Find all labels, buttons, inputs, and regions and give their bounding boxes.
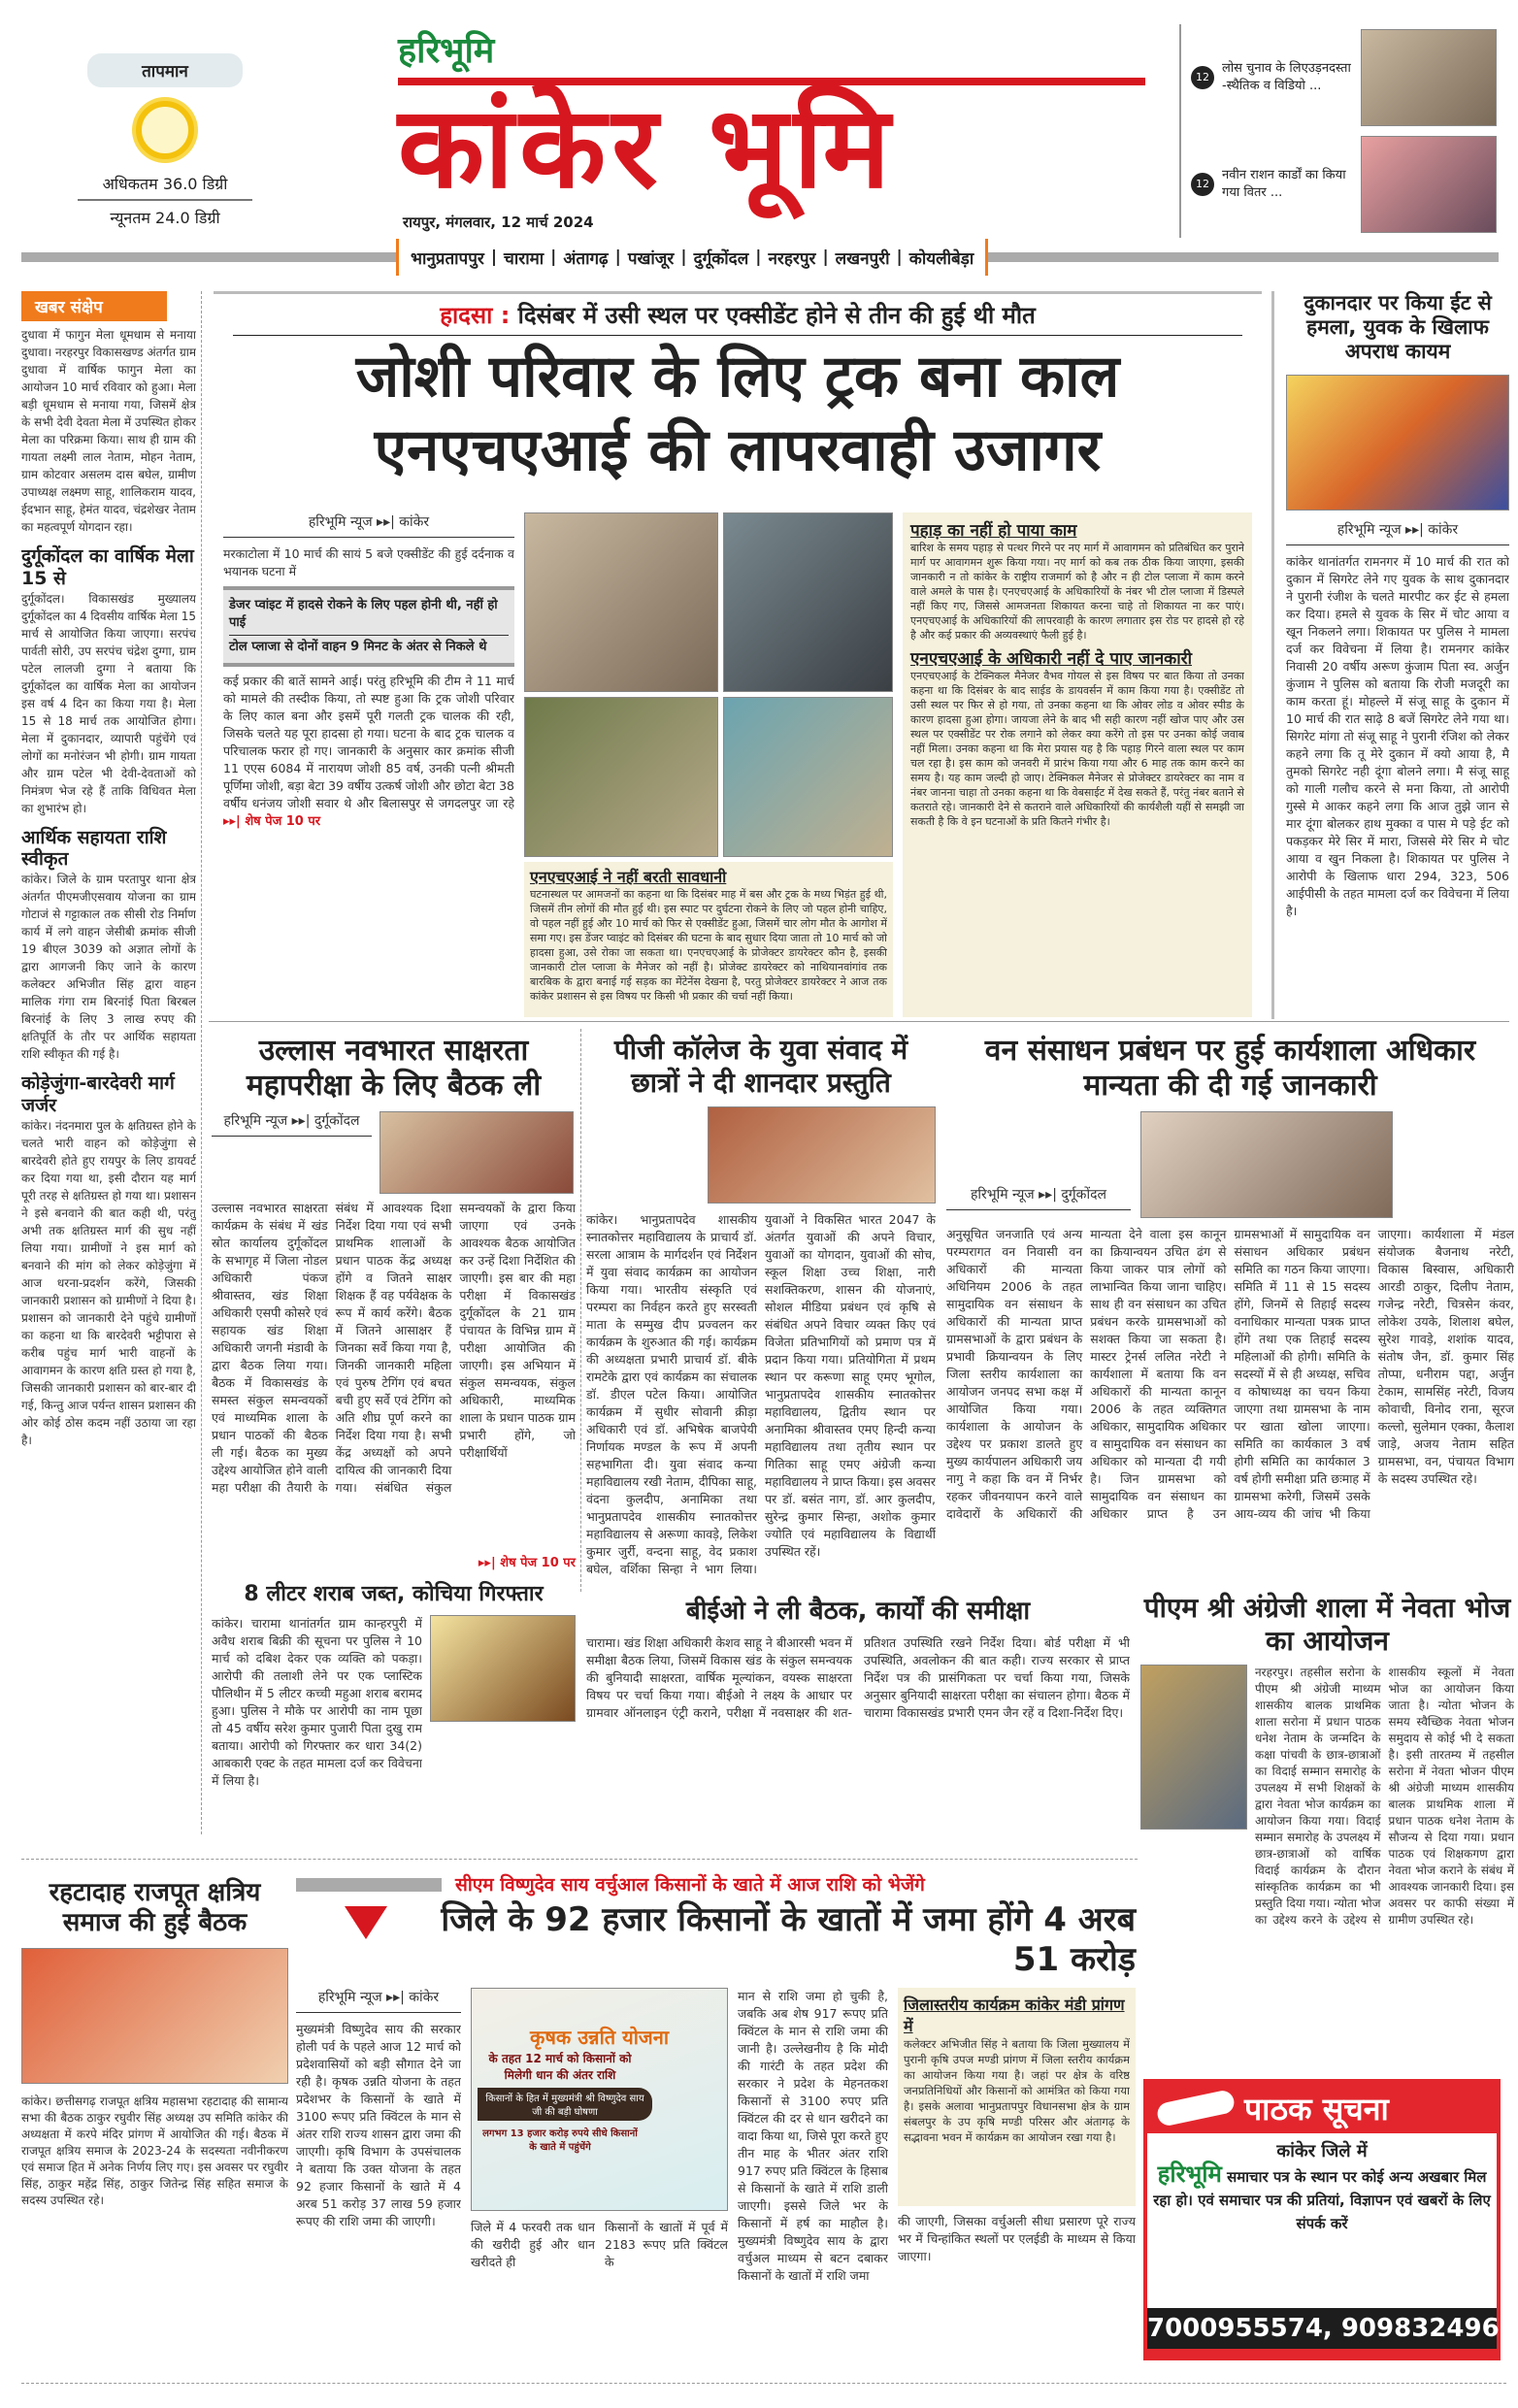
newspaper-roll-icon [1155, 2089, 1236, 2128]
nav-item[interactable]: लखनपुरी [835, 248, 890, 269]
brief-title: दुर्गूकोंदल का वार्षिक मेला 15 से [21, 545, 194, 589]
nav-separator: | [614, 247, 621, 267]
teaser-photo [1361, 29, 1497, 126]
school-meal-photo [1140, 1665, 1247, 1830]
page-badge: 12 [1191, 66, 1214, 89]
brief-title: कोड़ेजुंगा-बारदेवरी मार्ग जर्जर [21, 1072, 175, 1116]
column-divider [580, 1029, 581, 1592]
nhai-box: एनएचएआई ने नहीं बरती सावधानी घटनास्थल पर आमजनों का कहना था कि दिसंबर माह में बस और ट्रक के मध्य भिड़ंत हुई थी, जिसमें तीन लोगों की मौत हुई थी। इस स्पाट पर दुर्घटना रोकने के लिए जो पहल होनी चाहिए, वो पहल नहीं हुई और 10 मार्च को फिर से एक्सीडेंट हुआ, जिसमें चार लोग मौत के आगोश में समा गए। इस डेंजर प्वाइंट को दिसंबर की घटना के बाद सुधार दिया जाता तो 10 मार्च को जो हादसा हुआ, उसे रोका जा सकता था। एनएचएआई के प्रोजेक्टर डायरेक्टर कौन है, इसकी जानकारी टोल प्लाजा के मैनेजर को नहीं है। प्रोजेक्ट डायरेक्टर को नाथियानवांगांव तक बारबिक के द्वारा बनाई गई सड़क का मेंटेनेंस देखना है, परतु प्रोजेक्टर डायरेक्टर ने आज तक कांकेर प्रशासन से इस विषय पर किसी भी प्रकार की चर्चा नहीं किया। [524, 862, 893, 1017]
page-badge: 12 [1191, 173, 1214, 196]
story-liquor: 8 लीटर शराब जब्त, कोचिया गिरफ्तार कांकेर। चारामा थानांतर्गत ग्राम कान्हरपुरी में अवैध शराब बिक्री की सूचना पर पुलिस ने 10 मार्च को दबिश देकर एक व्यक्ति को पकड़ा। आरोपी की तलाशी लेने पर एक प्लास्टिक पौलिथीन में 5 लीटर कच्ची महुआ शराब बरामद हुआ। पुलिस ने मौके पर आरोपी का नाम पूछा तो 45 वर्षीय सरेश कुमार पुजारी पिता दुखु राम बताया। आरोपी को गिरफ्तार कर धारा 34(2) आबकारी एक्ट के तहत मामला दर्ज कर विवेचना में लिया है। [212, 1582, 576, 1834]
story-rajput: रहटादाह राजपूत क्षत्रिय समाज की हुई बैठक कांकेर। छत्तीसगढ़ राजपूत क्षत्रिय महासभा रहटादाह की सामान्य सभा की बैठक ठाकुर रघुवीर सिंह अध्यक्ष उप समिति कांकेर की अध्यक्षता में करपे मंदिर प्रांगण में आयोजित की गई। बैठक में राजपूत क्षत्रिय समाज के 2023-24 के सदस्यता नवीनीकरण एवं समाज हित में अनेक निर्णय लिए गए। इस अवसर पर रघुवीर सिंह, ठाकुर महेंद्र सिंह, ठाकुर जितेन्द्र सिंह सहित समाज के सदस्य उपस्थित रहे। [21, 1878, 288, 2208]
lead-body: कई प्रकार की बातें सामने आई। परंतु हरिभूमि की टीम ने 11 मार्च को मामले की तस्दीक किया, तो स्पष्ट हुआ कि ट्रक जोशी परिवार के लिए काल बना और इसमें पूरी गलती ट्रक चालक की रही, जिसके चलते यह पूरा हादसा हो गया। घटना के बाद ट्रक चालक व परिचालक फरार हो गए। जानकारी के अनुसार कार क्रमांक सीजी 11 एएस 6084 में नारायण जोशी 85 वर्ष, उनकी पत्नी श्रीमती पूर्णिमा जोशी, बड़ा बेटा 39 वर्षीय उत्कर्ष जोशी और छोटा बेटा 38 वर्षीय धनंजय जोशी सवार थे और बिलासपुर से जगदलपुर जा रहे ▸▸| शेष पेज 10 पर [223, 674, 514, 829]
brief-body: दुर्गूकोंदल। विकासखंड मुख्यालय दुर्गूकोंदल का 4 दिवसीय वार्षिक मेला 15 मार्च से आयोजित किया जाएगा। सरपंच पार्वती सोरी, उप सरपंच चंद्रेश दुग्गा, ग्राम पटेल लालजी दुग्गा ने बताया कि दुर्गूकोंदल का वार्षिक मेला का आयोजन इस वर्ष 4 दिन का किया गया है। मेला 15 से 18 मार्च तक आयोजित होगा। मेला में दुकानदार, व्यापारी पहुंचेंगे एवं लोगों का मनोरंजन भी होगी। ग्राम गायता और ग्राम पटेल भी देवी-देवताओं को निमंत्रण भेज रहे हैं ताकि विधिवत मेला का शुभारंभ हो। [21, 591, 196, 815]
nav-separator: | [680, 247, 687, 267]
brief-item [21, 326, 196, 536]
story-pg-college: पीजी कॉलेज के युवा संवाद में छात्रों ने दी शानदार प्रस्तुति कांकेर। भानुप्रतापदेव शासकीय स्नातकोत्तर महाविद्यालय के प्राचार्य डॉ. सरला आत्राम के मार्गदर्शन एवं निर्देशन में युवा संवाद कार्यक्रम का आयोजन किया गया। भारतीय संस्कृति एवं परम्परा का निर्वहन करते हुए सरस्वती माता के सम्मुख दीप प्रज्वलन कर कार्यक्रम के शुरुआत की गई। कार्यक्रम की अध्यक्षता प्रभारी प्राचार्य डॉ. बीके रामटेके द्वारा एवं कार्यक्रम का संचालक डॉ. डीएल पटेल किया। आयोजित कार्यक्रम में सुधीर सोवानी क्रीड़ा अधिकारी एवं डॉ. अभिषेक बाजपेयी निर्णायक मण्डल के रूप में अपनी सहभागिता दी। युवा संवाद कन्या महाविद्यालय रखी नेताम, दीपिका साहू, वंदना कुलदीप, अनामिका तथा भानुप्रतापदेव शासकीय स्नातकोत्तर महाविद्यालय से अरूणा कावड़े, लिकेश कुमार जुर्री, वन्दना साहू, वेद प्रकाश बघेल, वर्शिका सिन्हा ने भाग लिया। युवाओं ने विकसित भारत 2047 के अंतर्गत युवाओं की अपने विचार, युवाओं का योगदान, युवाओं की सोच, स्कूल शिक्षा उच्च शिक्षा, नारी सशक्तिकरण, शासन की योजनाएं, सोशल मीडिया प्रबंधन एवं कृषि से संबंधित अपने विचार व्यक्त किए एवं विजेता प्रतिभागियों को प्रमाण पत्र में प्रदान किया गया। प्रतियोगिता में प्रथम स्थान पर करूणा साहू एमए भूगोल, भानुप्रतापदेव शासकीय स्नातकोत्तर महाविद्यालय, द्वितीय स्थान पर अनामिका श्रीवास्तव एमए हिन्दी कन्या महाविद्यालय तथा तृतीय स्थान पर गितिका साहू एमए अंग्रेजी कन्या महाविद्यालय ने प्राप्त किया। इस अवसर पर डॉ. बसंत नाग, डॉ. आर कुलदीप, सुरेन्द्र कुमार सिन्हा, अशोक कुमार ज्योति एवं महाविद्यालय के विद्यार्थी उपस्थित रहें। [586, 1034, 936, 1577]
nav-item[interactable]: अंतागढ़ [563, 248, 609, 269]
brand-logo: हरिभूमि [1157, 2161, 1222, 2188]
briefs-column [21, 326, 196, 1831]
scheme-poster: कृषक उन्नति योजना के तहत 12 मार्च को किसानों को मिलेगी धान की अंतर राशि किसानों के हित में मुख्यमंत्री श्री विष्णुदेव साय जी की बड़ी घोषणा लगभग 13 हजार करोड़ रुपये सीधे किसानों के खाते में पहुंचेंगे [471, 1988, 728, 2211]
kicker-bar [296, 1878, 442, 1892]
teaser[interactable]: 12 लोस चुनाव के लिएउड़नदस्ता -स्थैतिक व विडियो ... [1181, 24, 1509, 131]
brief-item [21, 827, 196, 1064]
teasers [1179, 24, 1509, 238]
min-temperature: न्यूनतम 24.0 डिग्री [110, 209, 220, 227]
lead-intro: मरकाटोला में 10 मार्च की सायं 5 बजे एक्सीडेंट की हुई दर्दनाक व भयानक घटना में [223, 546, 514, 578]
district-program-box: जिलास्तरीय कार्यक्रम कांकेर मंडी प्रांगण में कलेक्टर अभिजीत सिंह ने बताया कि जिला मुख्यालय में पुरानी कृषि उपज मण्डी प्रांगण में जिला स्तरीय कार्यक्रम का आयोजन किया गया है। जहां पर क्षेत्र के वरिष्ठ जनप्रतिनिधियों और किसानों को आमंत्रित को किया गया है। इसके अलावा भानुप्रतापपुर विधानसभा क्षेत्र के ग्राम संबलपुर के उप कृषि मण्डी परिसर और अंतागढ़ के सद्भावना भवन में कार्यक्रम का आयोजन रखा गया है। [898, 1988, 1136, 2206]
teaser[interactable]: 12 नवीन राशन कार्डों का किया गया वितर ... [1181, 131, 1509, 238]
nav-separator: | [755, 247, 762, 267]
nav-separator: | [550, 247, 557, 267]
story-farmers: सीएम विष्णुदेव साय वर्चुआल किसानों के खाते में आज राशि को भेजेंगे जिले के 92 हजार किसानों के खातों में जमा होंगे 4 अरब 51 करोड़ हरिभूमि न्यूज ▸▸| कांकेर मुख्यमंत्री विष्णुदेव साय की सरकार होली पर्व के पहले आज 12 मार्च को प्रदेशवासियों को बड़ी सौगात देने जा रही है। कृषक उन्नति योजना के तहत प्रदेशभर के किसानों के खाते में 3100 रूपए प्रति क्विंटल के मान से अंतर राशि राज्य शासन द्वारा जमा की जाएगी। कृषि विभाग के उपसंचालक ने बताया कि उक्त योजना के तहत 92 हजार किसानों के खाते में 4 अरब 51 करोड़ 37 लाख 59 हजार रूपए की राशि जमा की जाएगी। कृषक उन्नति योजना के तहत 12 मार्च को किसानों को मिलेगी धान की अंतर राशि किसानों के हित में मुख्यमंत्री श्री विष्णुदेव साय जी की बड़ी घोषणा लगभग 13 हजार करोड़ रुपये सीधे किसानों के खाते में पहुंचेंगे जिले में 4 फरवरी तक धान की खरीदी हुई और धान खरीदते ही किसानों के खातों में पूर्व में 2183 रूपए प्रति क्विंटल के मान से राशि जमा हो चुकी है, जबकि अब शेष 917 रूपए प्रति क्विंटल के मान से राशि जमा की जानी है। उल्लेखनीय है कि मोदी की गारंटी के तहत प्रदेश की सरकार ने प्रदेश के मेहनतकश किसानों से 3100 रुपए प्रति क्विंटल की दर से धान खरीदने का वादा किया था, जिसे पूरा करते हुए तीन माह के भीतर अंतर राशि 917 रुपए प्रति क्विंटल के हिसाब से किसानों के खाते में राशि डाली जाएगी। इससे जिले भर के किसानों में हर्ष का माहौल है। मुख्यमंत्री विष्णुदेव साय के द्वारा वर्चुअल माध्यम से बटन दबाकर किसानों के खातों में राशि जमा जिलास्तरीय कार्यक्रम कांकेर मंडी प्रांगण में कलेक्टर अभिजीत सिंह ने बताया कि जिला मुख्यालय में पुरानी कृषि उपज मण्डी प्रांगण में जिला स्तरीय कार्यक्रम का आयोजन किया गया है। जहां पर क्षेत्र के वरिष्ठ जनप्रतिनिधियों और किसानों को आमंत्रित को किया गया है। इसके अलावा भानुप्रतापपुर विधानसभा क्षेत्र के ग्राम संबलपुर के उप कृषि मण्डी परिसर और अंतागढ़ के सद्भावना भवन में कार्यक्रम का आयोजन रखा गया है। की जाएगी, जिसका वर्चुअली सीधा प्रसारण पूरे राज्य भर में चिन्हांकित स्थलों पर एलईडी के माध्यम से किया जाएगा। [296, 1874, 1136, 2283]
story-forest: वन संसाधन प्रबंधन पर हुई कार्यशाला अधिकार मान्यता की दी गई जानकारी हरिभूमि न्यूज ▸▸| दुर्गूकोंदल अनुसूचित जनजाति एवं अन्य परम्परागत वन निवासी वन अधिकारों की मान्यता अधिनियम 2006 के तहत सामुदायिक वन संसाधन के अधिकारों की मान्यता प्राप्त ग्रामसभाओं के द्वारा प्रबंधन के प्रभावी क्रियान्वयन के लिए जिला स्तरीय कार्यशाला का आयोजन जनपद सभा कक्ष में आयोजित किया गया। कार्यशाला के आयोजन के उद्देश्य पर प्रकाश डालते हुए मुख्य कार्यपालन अधिकारी जय नागु ने कहा कि वन में निर्भर रहकर जीवनयापन करने वाले दावेदारों के अधिकारों की मान्यता देने वाला इस कानून का क्रियान्वयन उचित ढंग से किया जाकर पात्र लोगों को लाभान्वित किया जाना चाहिए। साथ ही वन संसाधन का उचित प्रबंधन करके ग्रामसभाओं को सशक्त किया जा सकता है। मास्टर ट्रेनर्स ललित नरेटी ने कार्यशाला में बताया कि वन अधिकारों की मान्यता कानून 2006 के तहत व्यक्तिगत अधिकार, सामुदायिक अधिकार व सामुदायिक वन संसाधन का अधिकार को मान्यता दी गयी है। जिन ग्रामसभा को सामुदायिक वन संसाधन का अधिकार प्राप्त है उन ग्रामसभाओं में सामुदायिक वन संसाधन अधिकार प्रबंधन समिति का गठन किया जाएगा। समिति में 11 से 15 सदस्य होंगे, जिनमें से तिहाई सदस्य वनाधिकार मान्यता पत्रक प्राप्त होंगे तथा एक तिहाई सदस्य महिलाओं की होगी। समिति के सदस्यों में से ही अध्यक्ष, सचिव व कोषाध्यक्ष का चयन किया जाएगा तथा ग्रामसभा के नाम पर खाता खोला जाएगा। समिति का कार्यकाल 3 वर्ष होगी समिति का कार्यकाल 3 वर्ष होगी समीक्षा प्रति छःमाह में ग्रामसभा करेगी, जिसमें उसके आय-व्यय की जांच भी किया जाएगा। कार्यशाला में मंडल संयोजक बैजनाथ नरेटी, विकास बिस्वास, अधिकारी आरडी ठाकुर, दिलीप नेताम, गजेन्द्र नरेटी, चित्रसेन कंवर, लोकेश उयके, शिलाश बघेल, सुरेश गावड़े, शशांक यादव, संतोष जैन, डॉ. कुमार सिंह तोप्पा, धनीराम पद्दा, अर्जुन टेकाम, सामसिंह नरेटी, विजय कोवाची, विनोद राना, सूरज कल्लो, सुलेमान एक्का, कैलाश जाड़े, अजय नेताम सहित ग्रामसभा, वन, पंचायत विभाग के सदस्य उपस्थित रहे। [946, 1034, 1514, 1521]
nav-separator: | [896, 247, 903, 267]
nav-bar [396, 239, 988, 276]
kicker: सीएम विष्णुदेव साय वर्चुआल किसानों के खाते में आज राशि को भेजेंगे [455, 1874, 925, 1896]
nav-separator: | [822, 247, 829, 267]
nav-separator: | [490, 247, 498, 267]
right-story: दुकानदार पर किया ईट से हमला, युवक के खिलाफ अपराध कायम हरिभूमि न्यूज ▸▸| कांकेर कांकेर थानांतर्गत रामनगर में 10 मार्च की रात को दुकान में सिगरेट लेने गए युवक के साथ दुकानदार ने पुरानी रंजीश के चलते मारपीट कर ईट से हमला कर दिया। हमले से युवक के सिर में चोट आया व खून निकलने लगा। शिकायत पर पुलिस ने मामला दर्ज कर विवेचना में लिया है। रामनगर कांकेर निवासी 20 वर्षीय अरूण कुंजाम पिता स्व. अर्जुन कुंजाम ने पुलिस को बताया कि रोजी मजदूरी का काम करता हूं। मोहल्ले में संजू साहू के दुकान में 10 मार्च की रात साढ़े 8 बजें सिगरेट लेने गया था। सिगरेट मांगा तो संजू साहू ने पुरानी रंजिश को लेकर कहने लगा कि तू मेरे दुकान में क्यो आया है, मै तुमको सिगरेट नही दूंगा बोलने लगा। मै संजू साहू को गाली गलौच करने से मना किया, तो आरोपी गुस्से मे आकर कहने लगा कि आज तुझे जान से मार दूंगा बोलकर हाथ मुक्का व पास मे पड़े ईट को पकड़कर मेरे सिर में मारा, जिससे मेरे सिर मे चोट आया व खुन निकला है। शिकायत पर पुलिस ने आरोपी के खिलाफ धारा 294, 323, 506 आईपीसी के तहत मामला दर्ज कर विवेचना में लिया है। [1271, 291, 1509, 1019]
highlight: डेजर प्वांइट में हादसे रोकने के लिए पहल होनी थी, नहीं हो पाई [229, 594, 509, 636]
dateline: रायपुर, मंगलवार, 12 मार्च 2024 [403, 214, 594, 231]
family-photo [524, 512, 718, 692]
continued-link[interactable]: ▸▸| शेष पेज 10 पर [223, 814, 321, 829]
divider [209, 1021, 1509, 1022]
meeting-photo [380, 1111, 574, 1194]
teaser-photo [1361, 136, 1497, 233]
right-headline: दुकानदार पर किया ईट से हमला, युवक के खिलाफ अपराध कायम [1304, 291, 1492, 364]
divider [21, 1859, 1138, 1860]
weather-box [39, 53, 291, 228]
lead-story [214, 291, 1262, 1019]
workshop-photo [1140, 1111, 1393, 1218]
nav-item[interactable]: नरहरपुर [768, 248, 816, 269]
nav-item[interactable]: कोयलीबेड़ा [908, 248, 974, 269]
nav-item[interactable]: दुर्गूकोंदल [693, 248, 749, 269]
continued-link[interactable]: ▸▸| शेष पेज 10 पर [478, 1556, 576, 1570]
brief-body: कांकेर। जिले के ग्राम परतापुर थाना क्षेत्र अंतर्गत पीएमजीएसवाय योजना का ग्राम गोटाजं से गट्टाकाल तक सीसी रोड निर्माण कार्य में लगे वाहन जेसीबी क्रमांक सीजी 19 बीएल 3039 को अज्ञात लोगों के द्वारा आगजनी किए जाने के कारण कलेक्टर अभिजीत सिंह द्वारा वाहन मालिक गंगा राम बिरनांई पिता बिरबल बिरनांई के लिए 3 लाख रुपए की क्षतिपूर्ति के तौर पर आर्थिक सहायता राशि स्वीकृत की गई है। [21, 873, 196, 1062]
sun-icon [136, 101, 194, 159]
highlights-box [223, 586, 514, 667]
byline: हरिभूमि न्यूज ▸▸| कांकेर [223, 512, 514, 538]
story-literacy: उल्लास नवभारत साक्षरता महापरीक्षा के लिए बैठक ली हरिभूमि न्यूज ▸▸| दुर्गूकोंदल उल्लास नवभारत साक्षरता कार्यक्रम के संबंध में खंड स्रोत कार्यालय दुर्गूकोंदल के सभागृह में जिला नोडल अधिकारी पंकज श्रीवास्तव, खंड शिक्षा अधिकारी एसपी कोसरे एवं सहायक खंड शिक्षा अधिकारी जगनी मंडावी के द्वारा बैठक लिया गया। बैठक में विकासखंड के समस्त संकुल समन्वयकों एवं माध्यमिक शाला के प्रधान पाठकों की बैठक ली गई। बैठक का मुख्य उद्देश्य आयोजित होने वाली महा परीक्षा की तैयारी के संबंध में आवश्यक दिशा निर्देश दिया गया एवं सभी प्राथमिक शालाओं के प्रधान पाठक केंद्र अध्यक्ष होंगे व जितने साक्षर शिक्षक हैं वह पर्यवेक्षक के रूप में कार्य करेंगे। बैठक में जितने आसाक्षर हैं जिनका सर्वे किया गया है, जिनकी जानकारी महिला एवं पुरुष टेगिंग एवं बचत बची हुए सर्वे एवं टेगिंग को अति शीघ्र पूर्ण करने का निर्देश दिया गया है। सभी केंद्र अध्यक्षों को अपने दायित्व की जानकारी दिया गया। संबंधित संकुल समन्वयकों के द्वारा किया जाएगा एवं उनके आवश्यक बैठक आयोजित कर उन्हें दिशा निर्देशित की जाएगी। इस बार की महा परीक्षा में विकासखंड दुर्गूकोंदल के 21 ग्राम पंचायत के विभिन्न ग्राम में परीक्षा आयोजित की जाएगी। इस अभियान में संकुल समन्वयक, संकुल अधिकारी, माध्यमिक शाला के प्रधान पाठक ग्राम प्रभारी होंगे, जो परीक्षार्थियों ▸▸| शेष पेज 10 पर [212, 1034, 576, 1570]
brief-item [21, 545, 196, 817]
weather-label: तापमान [87, 53, 243, 87]
truck-cctv-photo [723, 697, 893, 857]
masthead-title: कांकेर भूमि [398, 78, 1145, 212]
chevron-down-icon [345, 1906, 387, 1939]
nav-item[interactable]: पखांजूर [627, 248, 675, 269]
student-photo [708, 1106, 936, 1204]
briefs-label: खबर संक्षेप [21, 291, 167, 321]
brief-body: दुधावा में फागुन मेला धूमधाम से मनाया दुधावा। नरहरपुर विकासखण्ड अंतर्गत ग्राम दुधावा में वार्षिक फागुन मेला का आयोजन 10 मार्च रविवार को हुआ। मेला बड़ी धूमधाम से मनाया गया, जिसमें क्षेत्र के सभी देवी देवता मेला में उपस्थित होकर मेला का परिक्रमा किया। साथ ही ग्राम की गायता लक्ष्मी लाल नेताम, मोहन नेताम, ग्राम कोटवार असलम दास बघेल, ग्रामीण उपाध्यक्ष लक्ष्मण साहू, शालिकराम यादव, ईदभान साहू, हेमंत यादव, चंद्रशेखर नेताम का महत्वपूर्ण योगदान रहा। [21, 328, 196, 534]
community-photo [21, 1948, 288, 2084]
brand-logo: हरिभूमि [398, 31, 495, 71]
brief-title: आर्थिक सहायता राशि स्वीकृत [21, 826, 167, 871]
nav-item[interactable]: भानुप्रतापपुर [411, 248, 484, 269]
contact-phones[interactable]: 7000955574, 9098324969 [1147, 2308, 1497, 2349]
story-beo: बीईओ ने ली बैठक, कार्यों की समीक्षा चारामा। खंड शिक्षा अधिकारी केशव साहू ने बीआरसी भवन में समीक्षा बैठक लिया, जिसमें विकास खंड के संकुल समन्वयक की बुनियादी साक्षरता, वार्षिक मूल्यांकन, वयस्क साक्षरता विषय पर चर्चा किया गया। बीईओ ने लक्ष्य के आधार पर ग्रामवार ऑनलाइन एंट्री कराने, परीक्षा में नवसाक्षर की शत-प्रतिशत उपस्थिति रखने निर्देश दिया। बोर्ड परीक्षा में भी उपस्थिति, अवलोकन की बात कही। राज्य सरकार से प्राप्त निर्देश पत्र की प्रासंगिकता पर चर्चा किया गया, जिसके अनुसार बुनियादी साक्षरता परीक्षा का संचालन होगा। बैठक में चारामा विकासखंड प्रभारी एमन जैन रहें व दिशा-निर्देश दिए। [586, 1597, 1130, 1721]
assault-illustration [1286, 375, 1509, 511]
brief-body: कांकेर। नंदनमारा पुल के क्षतिग्रस्त होने के चलते भारी वाहन को कोड़ेजुंगा से बारदेवरी होते हुए रायपुर के लिए डायवर्ट कर दिया गया था, इसी दौरान यह मार्ग पूरी तरह से क्षतिग्रस्त हो गया था। प्रशासन ने इसे बनवाने की बात कही थी, परंतु अभी तक क्षतिग्रस्त मार्ग की सुध नहीं लिया गया। ग्रामीणों ने इस मार्ग को बनवाने की मांग को लेकर कोड़ेजुंगा में आज धरना-प्रदर्शन करेंगे, जिसकी जानकारी प्रशासन को ग्रामीणों ने दिया है। प्रशासन को जानकारी देने पहुंचे ग्रामीणों का कहना था कि बारदेवरी भट्टीपारा से करीब पहुंच मार्ग भारी वाहनों के आवागमन के कारण क्षति ग्रस्त हो गया है, जिसकी जानकारी प्रशासन को बार-बार दी गई, किन्तु आज पर्यन्त शासन प्रशासन की ओर कोई ठोस कदम नहीं उठाया जा रहा है। [21, 1118, 196, 1447]
lead-headline-1: जोशी परिवार के लिए ट्रक बना काल [355, 343, 1120, 411]
nav-item[interactable]: चारामा [504, 248, 544, 269]
liquor-illustration [430, 1615, 576, 1722]
car-cctv-photo [723, 512, 893, 692]
hill-box: पहाड़ का नहीं हो पाया काम बारिश के समय पहाड़ से पत्थर गिरने पर नए मार्ग में आवागमन को प्रतिबंधित कर पुराने मार्ग पर आवागमन शुरू किया गया। नए मार्ग को कब तक ठीक किया जाएगा, इसकी जानकारी न तो कांकेर के राष्ट्रीय राजमार्ग को है और न ही टोल प्लाजा में काम करने वाले अमले के पास है। एनएचएआई के अधिकारियों के नंबर भी टोल प्लाजा में डिस्पले नहीं किए गए, जिससे आमजनता शिकायत करना चाहे तो शिकायत ना कर पाएं। एनएचएआई के अधिकारियों की लापरवाही के कारण लगातार इस रोड पर हादसे हो रहे है और कई प्रकार की अव्यवस्थाएं फैली हुई है। एनएचएआई के अधिकारी नहीं दे पाए जानकारी एनएचएआई के टेक्निकल मैनेजर वैभव गोयल से इस विषय पर बात किया तो उनका कहना था कि दिसंबर के बाद साईड के डायवर्सन में काम किया गया है। एक्सीडेंट तो उसी स्थल पर फिर से हो गया, तो उनका कहना था कि ओवर लोड व ओवर स्पीड के कारण हादसा हुआ होगा। जायजा लेने के बाद भी सही कारण नहीं खोज पाए और उस स्थल पर एक्सीडेंट पर रोक लगाने को लेकर क्या करेंगे तो इस पर उनका कोई जवाब नहीं मिला। उनका कहना था कि मेरा प्रयास यह है कि पहाड़ गिरने वाला स्थल पर काम चल रहा है। इस काम को जनवरी में प्रारंभ किया गया और 6 माह तक काम करने का समय है। यह काम जल्दी हो जाए। टेक्निकल मैनेजर से प्रोजेक्टर डायरेक्टर का नाम व नंबर जानना चाहा तो उनका कहना था कि वेबसाईट में देख सकते हैं, परंतु नंबर बताने से कतराते रहे। जानकारी देने से कतराने वाले अधिकारियों की कार्यशैली यहीं से समझी जा सकती है कि वे इन घटनाओं के प्रति कितने गंभीर है। [903, 512, 1252, 1017]
highlight: टोल प्लाजा से दोनों वाहन 9 मिनट के अंतर से निकले थे [229, 640, 487, 654]
road-photo [524, 697, 718, 857]
lead-kicker: हादसा : दिसंबर में उसी स्थल पर एक्सीडेंट होने से तीन की हुई थी मौत [233, 300, 1242, 336]
divider [21, 2383, 1506, 2384]
lead-headline-2: एनएचएआई की लापरवाही उजागर [374, 416, 1102, 484]
story-pm-shri: पीएम श्री अंग्रेजी शाला में नेवता भोज का आयोजन नरहरपुर। तहसील सरोना के पीएम श्री अंग्रेजी माध्यम शासकीय बालक प्राथमिक शाला सरोना में प्रधान पाठक धनेश नेताम के जन्मदिन के कक्षा पांचवी के छात्र-छात्राओं का विदाई सम्मान समारोह के उपलक्ष्य में सभी शिक्षकों के द्वारा नेवता भोज कार्यक्रम का आयोजन किया गया। विदाई सम्मान समारोह के उपलक्ष्य में छात्र-छात्राओं को वार्षिक विदाई कार्यक्रम के दौरान सांस्कृतिक कार्यक्रम का भी प्रस्तुति दिया गया। न्योता भोज का उद्देश्य करने के उद्देश्य से शासकीय स्कूलों में नेवता भोज का आयोजन किया जाता है। न्योता भोजन के समय स्वैच्छिक नेवता भोजन समुदाय से कोई भी दे सकता है। इसी तारतम्य में तहसील सरोना में नेवता भोजन पीएम श्री अंग्रेजी माध्यम शासकीय बालक प्राथमिक शाला में प्रधान पाठक धनेश नेताम के सौजन्य से दिया गया। प्रधान पाठक एवं शिक्षकगण द्वारा नेवता भोज कराने के संबंध में आवश्यक जानकारी दिया। इस अवसर पर काफी संख्या में ग्रामीण उपस्थित रहे। [1140, 1592, 1514, 2067]
column-divider [201, 291, 202, 1834]
brief-item [21, 1072, 196, 1449]
reader-notice: पाठक सूचना कांकेर जिले में हरिभूमि समाचार पत्र के स्थान पर कोई अन्य अखबार मिल रहा हो। एवं समाचार पत्र की प्रतियां, विज्ञापन एवं खबरों के लिए संपर्क करें 7000955574, 9098324969 [1143, 2079, 1501, 2360]
max-temperature: अधिकतम 36.0 डिग्री [78, 173, 252, 201]
